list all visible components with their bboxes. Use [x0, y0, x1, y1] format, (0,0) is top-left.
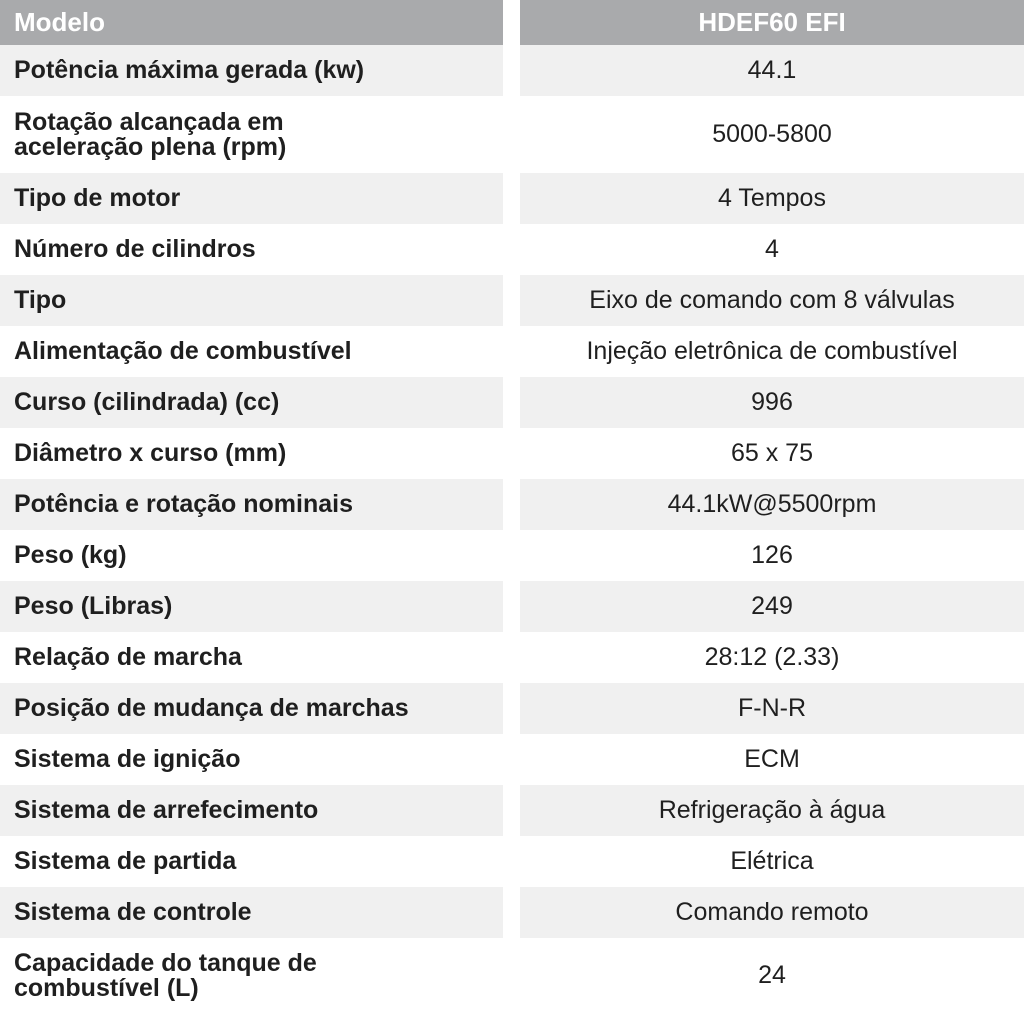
row-label: Relação de marcha — [0, 632, 503, 683]
header-value: HDEF60 EFI — [520, 0, 1024, 45]
column-divider — [503, 734, 520, 785]
row-value: 24 — [520, 938, 1024, 1013]
column-divider — [503, 683, 520, 734]
table-row — [0, 45, 1024, 96]
row-label: Sistema de ignição — [0, 734, 503, 785]
row-label: Peso (kg) — [0, 530, 503, 581]
column-divider — [503, 887, 520, 938]
table-row — [0, 377, 1024, 428]
table-row — [0, 275, 1024, 326]
table-row — [0, 224, 1024, 275]
row-label: Potência e rotação nominais — [0, 479, 503, 530]
column-divider — [503, 938, 520, 1013]
row-value: 126 — [520, 530, 1024, 581]
row-value: 5000-5800 — [520, 96, 1024, 173]
column-divider — [503, 275, 520, 326]
table-row — [0, 173, 1024, 224]
column-divider — [503, 428, 520, 479]
column-divider — [503, 377, 520, 428]
row-value: 44.1kW@5500rpm — [520, 479, 1024, 530]
column-divider — [503, 96, 520, 173]
column-divider — [503, 326, 520, 377]
table-row — [0, 479, 1024, 530]
table-row — [0, 581, 1024, 632]
row-value: 249 — [520, 581, 1024, 632]
row-value: F-N-R — [520, 683, 1024, 734]
row-label: Potência máxima gerada (kw) — [0, 45, 503, 96]
table-row — [0, 734, 1024, 785]
row-value: Injeção eletrônica de combustível — [520, 326, 1024, 377]
table-row — [0, 836, 1024, 887]
column-divider — [503, 224, 520, 275]
row-label: Sistema de controle — [0, 887, 503, 938]
row-value: Refrigeração à água — [520, 785, 1024, 836]
row-value: Comando remoto — [520, 887, 1024, 938]
column-divider — [503, 530, 520, 581]
column-divider — [503, 632, 520, 683]
row-label: Alimentação de combustível — [0, 326, 503, 377]
row-label: Sistema de partida — [0, 836, 503, 887]
row-value: 996 — [520, 377, 1024, 428]
header-label: Modelo — [0, 0, 503, 45]
row-label: Peso (Libras) — [0, 581, 503, 632]
table-row — [0, 428, 1024, 479]
row-label: Tipo de motor — [0, 173, 503, 224]
row-label: Rotação alcançada em aceleração plena (rpm) — [0, 96, 503, 173]
row-label: Tipo — [0, 275, 503, 326]
row-value: Eixo de comando com 8 válvulas — [520, 275, 1024, 326]
table-row — [0, 683, 1024, 734]
row-value: 28:12 (2.33) — [520, 632, 1024, 683]
table-row — [0, 326, 1024, 377]
table-row — [0, 632, 1024, 683]
table-row — [0, 785, 1024, 836]
column-divider — [503, 785, 520, 836]
column-divider — [503, 45, 520, 96]
row-label: Capacidade do tanque de combustível (L) — [0, 938, 503, 1013]
row-value: Elétrica — [520, 836, 1024, 887]
row-value: 44.1 — [520, 45, 1024, 96]
row-label: Posição de mudança de marchas — [0, 683, 503, 734]
table-header-row — [0, 0, 1024, 45]
column-divider — [503, 173, 520, 224]
row-label: Curso (cilindrada) (cc) — [0, 377, 503, 428]
column-divider — [503, 836, 520, 887]
table-row — [0, 96, 1024, 173]
row-label: Diâmetro x curso (mm) — [0, 428, 503, 479]
row-label: Número de cilindros — [0, 224, 503, 275]
row-value: 4 — [520, 224, 1024, 275]
row-value: 65 x 75 — [520, 428, 1024, 479]
column-divider — [503, 581, 520, 632]
table-row — [0, 530, 1024, 581]
row-value: 4 Tempos — [520, 173, 1024, 224]
column-divider — [503, 479, 520, 530]
row-label: Sistema de arrefecimento — [0, 785, 503, 836]
table-row — [0, 938, 1024, 1013]
column-divider — [503, 0, 520, 45]
row-value: ECM — [520, 734, 1024, 785]
table-row — [0, 887, 1024, 938]
